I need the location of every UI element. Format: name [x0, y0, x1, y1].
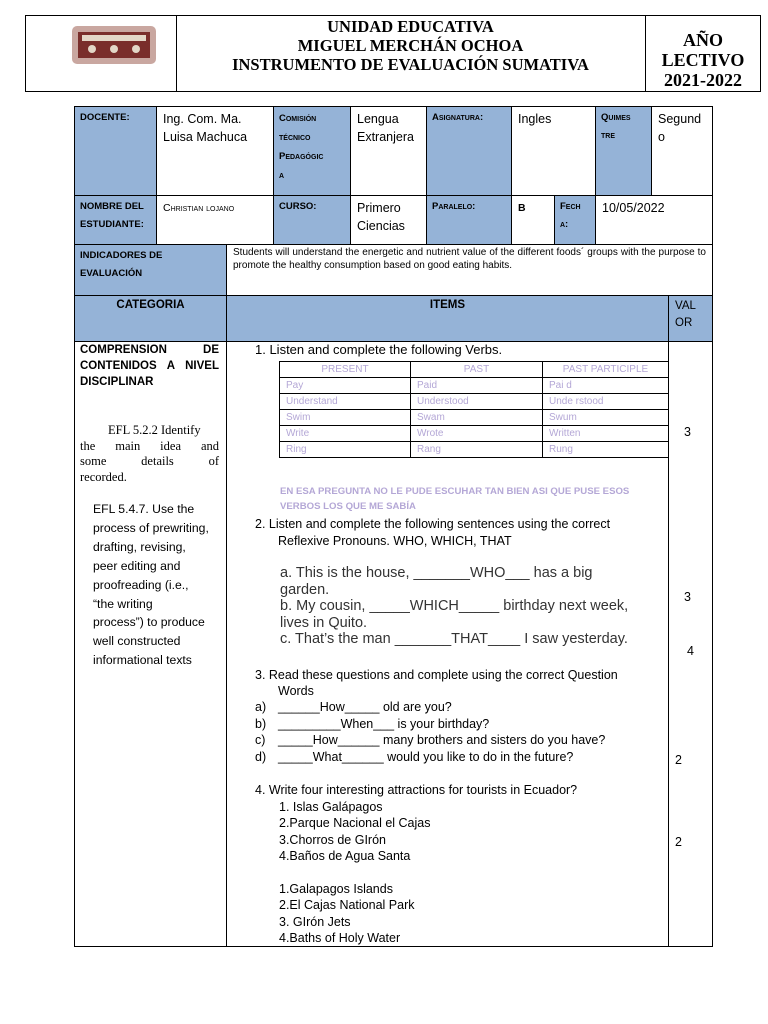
q3-list: [255, 699, 605, 765]
verb-present: Swim: [280, 410, 411, 426]
verb-row: [280, 378, 669, 394]
docente-value: Ing. Com. Ma. Luisa Machuca: [156, 106, 274, 196]
q3-item: [255, 732, 605, 749]
verb-present: Pay: [280, 378, 411, 394]
q4-english-item: 2.El Cajas National Park: [279, 898, 415, 913]
verb-past: Rang: [411, 442, 543, 458]
year-line-2: LECTIVO: [661, 50, 745, 70]
q3-item-text: _____How______ many brothers and sisters do you have?: [278, 733, 606, 747]
q3-item-text: _____What______ would you like to do in the future?: [278, 749, 574, 764]
paralelo-value: B: [511, 195, 555, 245]
verb-header-past-participle: PAST PARTICIPLE: [543, 362, 669, 378]
efl-5-2-2: EFL 5.2.2 Identify the main idea and some details of recorded.: [80, 423, 219, 484]
indicadores-label: INDICADORES DE EVALUACIÓN: [74, 244, 227, 296]
school-crest-icon: [26, 16, 176, 91]
q3-title-1: 3. Read these questions and complete using the correct Question: [255, 668, 618, 682]
title-line-2: MIGUEL MERCHÁN OCHOA: [297, 36, 524, 55]
verb-present: Ring: [280, 442, 411, 458]
verb-past: Understood: [411, 394, 543, 410]
year-line-3: 2021-2022: [664, 70, 742, 90]
q4-english-list: [279, 881, 414, 947]
q4-english-item: 3. GIrón Jets: [279, 914, 351, 929]
column-valor: VAL OR: [668, 295, 713, 342]
verb-row: [280, 442, 669, 458]
verb-past: Swam: [411, 410, 543, 426]
document-header: [25, 15, 761, 92]
verb-header-past: PAST: [411, 362, 543, 378]
q2-sentence-c: c. That’s the man _______THAT____ I saw yesterday.: [280, 631, 628, 647]
year-line-1: AÑO: [683, 30, 723, 50]
docente-label: DOCENTE:: [74, 106, 157, 196]
comision-value: Lengua Extranjera: [350, 106, 427, 196]
q1-note: EN ESA PREGUNTA NO LE PUDE ESCUHAR TAN BIEN ASI QUE PUSE ESOS VERBOS LOS QUE ME SABÍA: [280, 486, 630, 512]
category-title: COMPRENSION DE CONTENIDOS A NIVEL DISCIPLINAR: [80, 344, 219, 388]
verb-past: Wrote: [411, 426, 543, 442]
q3-item-text: _________When___ is your birthday?: [278, 716, 490, 731]
q2-title-1: 2. Listen and complete the following sentences using the correct: [255, 517, 611, 531]
comision-label: Comisión técnico Pedagógic a: [273, 106, 351, 196]
verb-row: [280, 394, 669, 410]
verb-present: Write: [280, 426, 411, 442]
q4-spanish-item: 1. Islas Galápagos: [279, 800, 383, 814]
title-line-1: UNIDAD EDUCATIVA: [327, 17, 494, 36]
q4-spanish-item: 3.Chorros de GIrón: [279, 832, 386, 847]
q3-item: [255, 716, 605, 733]
q3-item-letter: c): [255, 733, 266, 747]
estudiante-value: Christian lojano: [156, 195, 274, 245]
efl-5-4-7-line: proofreading (i.e.,: [93, 577, 189, 592]
school-title: [176, 16, 646, 91]
verb-past-participle: Pai d: [543, 378, 669, 394]
efl-5-4-7-line: process of prewriting,: [93, 520, 209, 535]
q3-item-text: ______How_____ old are you?: [278, 700, 452, 714]
efl-5-4-7-line: “the writing: [93, 596, 153, 611]
verb-present: Understand: [280, 394, 411, 410]
verb-past: Paid: [411, 378, 543, 394]
quimestre-value: Segund o: [651, 106, 713, 196]
q3-item-letter: d): [255, 749, 267, 764]
verb-past-participle: Unde rstood: [543, 394, 669, 410]
score-q2a: 3: [684, 590, 691, 604]
q2-sentence-a: a. This is the house, _______WHO___ has a big: [280, 565, 593, 581]
efl-5-4-7-line: process”) to produce: [93, 615, 205, 630]
q4-english-item: 4.Baths of Holy Water: [279, 931, 401, 946]
q4-title: 4. Write four interesting attractions for tourists in Ecuador?: [255, 783, 578, 797]
asignatura-label: Asignatura:: [426, 106, 512, 196]
estudiante-label: NOMBRE DEL ESTUDIANTE:: [74, 195, 157, 245]
verb-row: [280, 426, 669, 442]
column-categoria: CATEGORIA: [74, 295, 227, 342]
verb-past-participle: Written: [543, 426, 669, 442]
q4-spanish-list: [279, 799, 430, 865]
asignatura-value: Ingles: [511, 106, 596, 196]
q3-title-2: Words: [278, 684, 314, 698]
q3-item: [255, 749, 605, 766]
curso-label: CURSO:: [273, 195, 351, 245]
efl-5-4-7-line: peer editing and: [93, 558, 181, 573]
efl-5-4-7-line: EFL 5.4.7. Use the: [93, 502, 195, 516]
score-q3: 2: [675, 753, 682, 767]
efl-5-4-7-line: informational texts: [93, 653, 192, 668]
efl-5-4-7-line: well constructed: [93, 634, 181, 649]
verb-header-present: PRESENT: [280, 362, 411, 378]
school-logo: [26, 16, 177, 91]
fecha-label: Fech a:: [554, 195, 596, 245]
quimestre-label: Quimes tre: [595, 106, 652, 196]
efl-5-4-7-line: drafting, revising,: [93, 539, 186, 554]
q2-sentence-b: b. My cousin, _____WHICH_____ birthday next week,: [280, 598, 629, 614]
q2-sentences: a. This is the house, _______WHO___ has a big garden. b. My cousin, _____WHICH_____ birthday next week, lives in Quito. c. That’s the man _______THAT____ I saw yesterday.: [278, 565, 662, 650]
column-items: ITEMS: [226, 295, 669, 342]
school-year: [646, 16, 760, 91]
verb-table: [279, 361, 669, 458]
score-q4: 2: [675, 835, 682, 849]
q2-title-2: Reflexive Pronouns. WHO, WHICH, THAT: [278, 534, 512, 548]
paralelo-label: Paralelo:: [426, 195, 512, 245]
score-q2b: 4: [687, 644, 694, 658]
q4-english-item: 1.Galapagos Islands: [279, 882, 393, 896]
score-q1: 3: [684, 425, 691, 439]
q4-spanish-item: 4.Baños de Agua Santa: [279, 849, 411, 864]
curso-value: Primero Ciencias: [350, 195, 427, 245]
title-line-3: INSTRUMENTO DE EVALUACIÓN SUMATIVA: [232, 55, 589, 74]
fecha-value: 10/05/2022: [595, 195, 713, 245]
q1-title: 1. Listen and complete the following Verbs.: [255, 342, 503, 357]
verb-past-participle: Rung: [543, 442, 669, 458]
q3-item-letter: a): [255, 700, 267, 714]
verb-row: [280, 410, 669, 426]
verb-past-participle: Swum: [543, 410, 669, 426]
indicadores-value: Students will understand the energetic and nutrient value of the different foods´ groups with the purpose to promote the healthy consumption based on good eating habits.: [226, 244, 713, 296]
q3-item: [255, 699, 605, 716]
efl-5-4-7: [93, 500, 225, 670]
q4-spanish-item: 2.Parque Nacional el Cajas: [279, 816, 431, 831]
q3-item-letter: b): [255, 716, 267, 731]
